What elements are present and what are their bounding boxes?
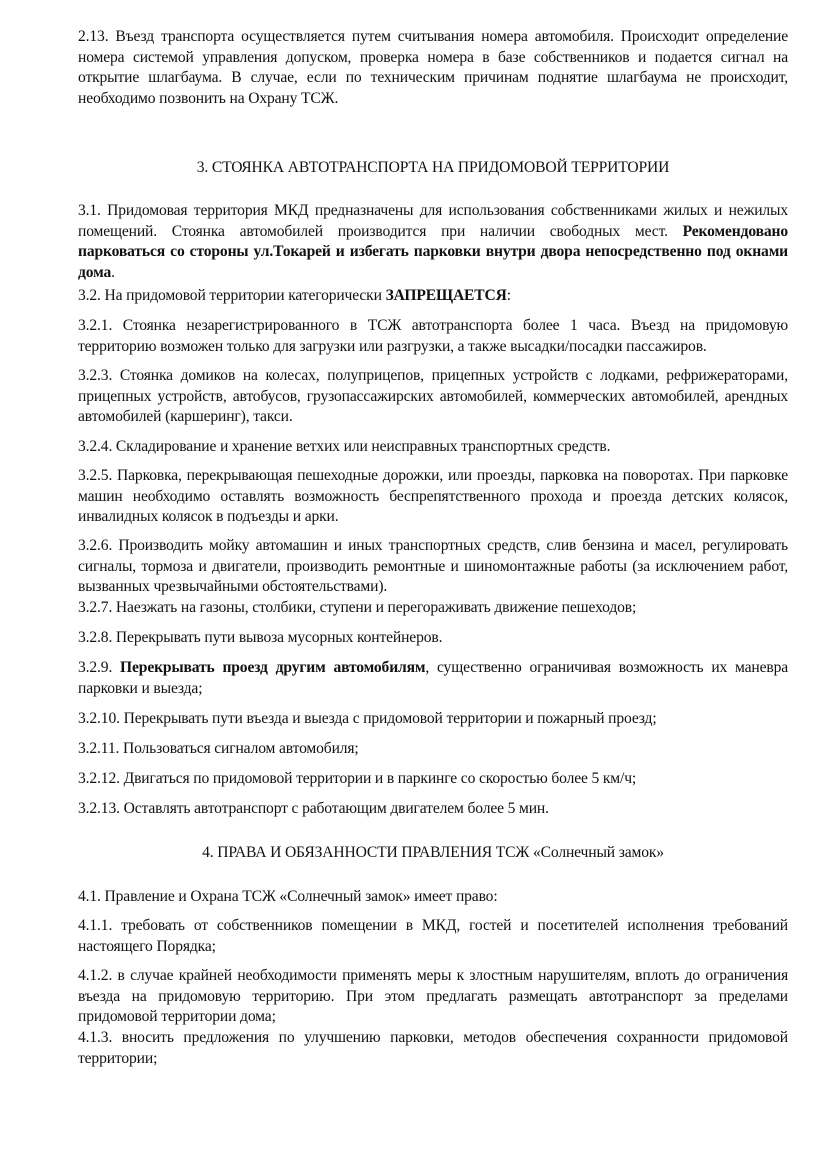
paragraph-3-2-7: 3.2.7. Наезжать на газоны, столбики, ступени и перегораживать движение пешеходов; bbox=[78, 599, 637, 616]
paragraph-3-2-9-tail: , существенно ограничивая возможность их маневра парковки и выезда; bbox=[78, 659, 788, 697]
paragraph-3-2-4: 3.2.4. Складирование и хранение ветхих или неисправных транспортных средств. bbox=[78, 438, 611, 455]
paragraph-3-2-13: 3.2.13. Оставлять автотранспорт с работающим двигателем более 5 мин. bbox=[78, 800, 549, 817]
paragraph-4-1-2: 4.1.2. в случае крайней необходимости применять меры к злостным нарушителям, вплоть до ограничения въезда на придомовую территорию. При этом предлагать размещать автотранспорт за пределами придомовой территории дома; bbox=[78, 967, 788, 1025]
paragraph-3-2-1: 3.2.1. Стоянка незарегистрированного в ТСЖ автотранспорта более 1 часа. Въезд на придомовую территорию возможен только для загрузки или разгрузки, а также высадки/посадки пассажиров. bbox=[78, 317, 788, 355]
paragraph-3-2-10: 3.2.10. Перекрывать пути въезда и выезда с придомовой территории и пожарный проезд; bbox=[78, 710, 657, 727]
paragraph-3-2 bbox=[78, 286, 788, 307]
paragraph-3-2-bold: ЗАПРЕЩАЕТСЯ bbox=[385, 287, 507, 304]
paragraph-3-2-3: 3.2.3. Стоянка домиков на колесах, полуприцепов, прицепных устройств с лодками, рефрижераторами, прицепных устройств, автобусов, грузопассажирских автомобилей, коммерческих автомобилей, арендных автомобилей (каршеринг), такси. bbox=[78, 367, 788, 425]
paragraph-2-13: 2.13. Въезд транспорта осуществляется путем считывания номера автомобиля. Происходит определение номера системой управления допуском, проверка номера в базе собственников и подается сигнал на открытие шлагбаума. В случае, если по техническим причинам поднятие шлагбаума не происходит, необходимо позвонить на Охрану ТСЖ. bbox=[78, 28, 788, 107]
paragraph-3-2-8: 3.2.8. Перекрывать пути вывоза мусорных контейнеров. bbox=[78, 629, 443, 646]
paragraph-3-1-tail: . bbox=[111, 263, 115, 281]
paragraph-3-2-6: 3.2.6. Производить мойку автомашин и иных транспортных средств, слив бензина и масел, регулировать сигналы, тормоза и двигатели, производить ремонтные и шиномонтажные работы (за исключением работ, вызванных чрезвычайными обстоятельствами). bbox=[78, 537, 788, 595]
paragraph-3-2-tail: : bbox=[506, 287, 511, 304]
paragraph-4-1: 4.1. Правление и Охрана ТСЖ «Солнечный замок» имеет право: bbox=[78, 888, 498, 905]
paragraph-3-2-12: 3.2.12. Двигаться по придомовой территории и в паркинге со скоростью более 5 км/ч; bbox=[78, 770, 637, 787]
paragraph-4-1-1: 4.1.1. требовать от собственников помещении в МКД, гостей и посетителей исполнения требований настоящего Порядка; bbox=[78, 917, 788, 955]
paragraph-3-2-5: 3.2.5. Парковка, перекрывающая пешеходные дорожки, или проезды, парковка на поворотах. При парковке машин необходимо оставлять возможность беспрепятственного прохода и проезда детских колясок, инвалидных колясок в подъезды и арки. bbox=[78, 467, 788, 525]
paragraph-4-1-3: 4.1.3. вносить предложения по улучшению парковки, методов обеспечения сохранности придомовой территории; bbox=[78, 1029, 788, 1067]
paragraph-3-2-text: 3.2. На придомовой территории категорически bbox=[78, 287, 386, 304]
paragraph-3-1-text: 3.1. Придомовая территория МКД предназначены для использования собственниками жилых и нежилых помещений. Стоянка автомобилей производится при наличии свободных мест. bbox=[78, 202, 788, 240]
paragraph-3-2-11: 3.2.11. Пользоваться сигналом автомобиля; bbox=[78, 740, 359, 757]
paragraph-3-2-9-text: 3.2.9. bbox=[78, 659, 121, 676]
section-3-heading: 3. СТОЯНКА АВТОТРАНСПОРТА НА ПРИДОМОВОЙ ТЕРРИТОРИИ bbox=[196, 159, 670, 176]
section-4-heading: 4. ПРАВА И ОБЯЗАННОСТИ ПРАВЛЕНИЯ ТСЖ «Солнечный замок» bbox=[202, 844, 664, 861]
paragraph-3-2-9 bbox=[78, 658, 788, 699]
paragraph-3-1 bbox=[78, 201, 788, 283]
paragraph-3-2-9-bold: Перекрывать проезд другим автомобилям bbox=[120, 659, 426, 676]
paragraph-3-1-bold: Рекомендовано парковаться со стороны ул.Токарей и избегать парковки внутри двора непосредственно под окнами дома bbox=[78, 222, 788, 281]
